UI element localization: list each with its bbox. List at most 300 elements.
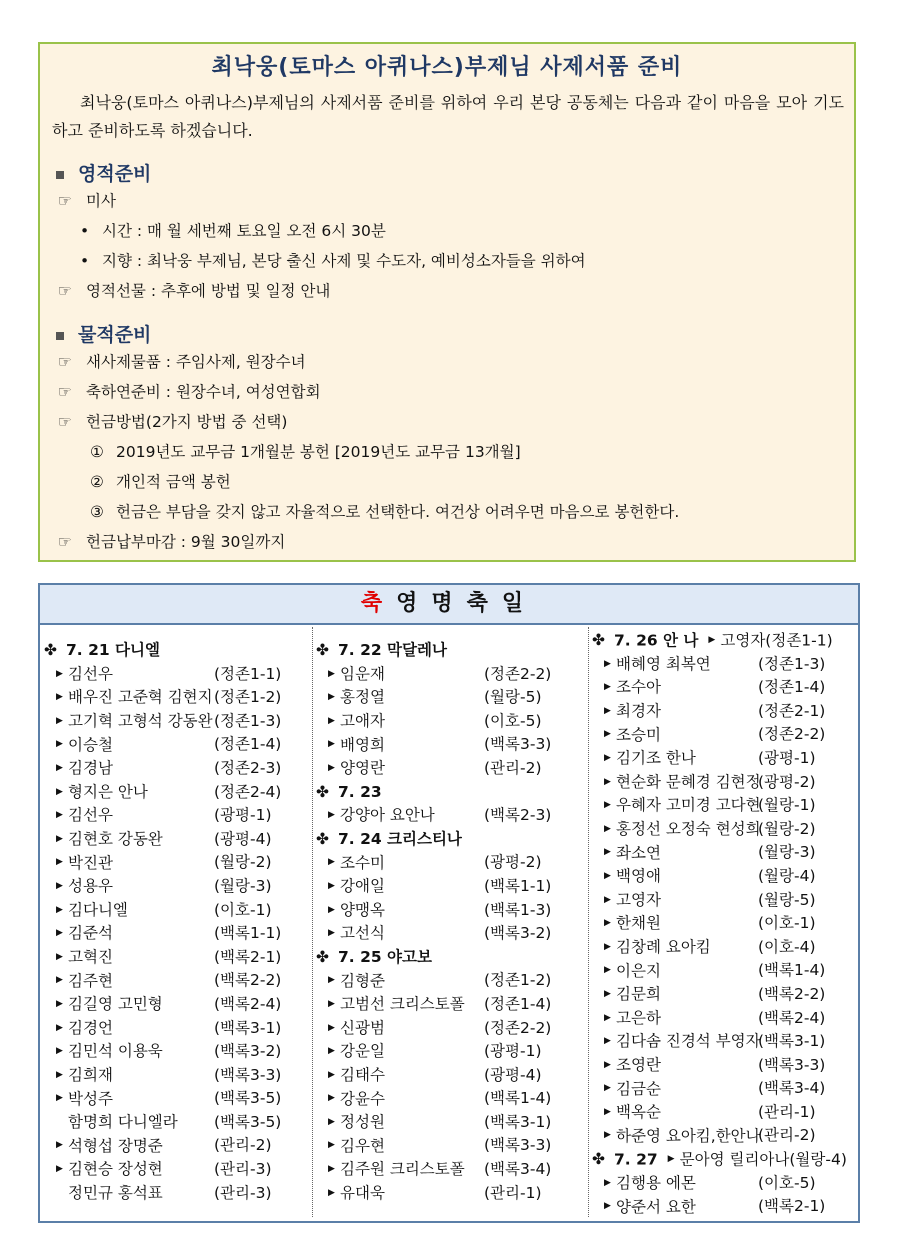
district-code: (이호-1) bbox=[758, 914, 816, 933]
district-code: (관리-2) bbox=[758, 1126, 816, 1145]
feast-date bbox=[316, 639, 590, 663]
person-row bbox=[44, 875, 312, 899]
person-row bbox=[592, 653, 860, 677]
triangle-bullet-icon: ▶ bbox=[667, 1154, 675, 1165]
person-row bbox=[316, 686, 590, 710]
triangle-bullet-icon: ▶ bbox=[56, 904, 63, 915]
person-name: 성용우 bbox=[68, 877, 113, 896]
district-code: (이호-5) bbox=[758, 1173, 816, 1192]
person-row bbox=[44, 1087, 312, 1111]
district-code: (정존1-2) bbox=[484, 971, 552, 990]
person-name: 김다솜 진경석 부영자 bbox=[616, 1032, 761, 1051]
person-row bbox=[592, 889, 860, 913]
person-row bbox=[316, 804, 590, 828]
triangle-bullet-icon: ▶ bbox=[604, 965, 611, 976]
person-row bbox=[592, 841, 860, 865]
triangle-bullet-icon: ▶ bbox=[328, 857, 335, 868]
triangle-bullet-icon: ▶ bbox=[604, 894, 611, 905]
person-name: 조영란 bbox=[616, 1055, 661, 1074]
person-row bbox=[316, 993, 590, 1017]
triangle-bullet-icon: ▶ bbox=[56, 951, 63, 962]
district-code: (백록2-3) bbox=[484, 806, 552, 825]
district-code: (백록3-1) bbox=[758, 1032, 826, 1051]
person-name: 김금순 bbox=[616, 1079, 661, 1098]
square-bullet-icon bbox=[56, 332, 64, 340]
district-code: (월랑-5) bbox=[484, 688, 542, 707]
person-name: 김우현 bbox=[340, 1136, 385, 1155]
triangle-bullet-icon: ▶ bbox=[56, 880, 63, 891]
triangle-bullet-icon: ▶ bbox=[328, 762, 335, 773]
person-name: 좌소연 bbox=[616, 843, 661, 862]
person-row bbox=[592, 1101, 860, 1125]
pointing-hand-icon: ☞ bbox=[58, 383, 72, 401]
person-name: 김형준 bbox=[340, 971, 385, 990]
district-code: (백록3-3) bbox=[214, 1065, 282, 1084]
district-code: (백록2-1) bbox=[758, 1197, 826, 1216]
person-name: 고기혁 고형석 강동완 bbox=[68, 712, 213, 731]
feast-date bbox=[592, 629, 860, 653]
person-name: 김현호 강동완 bbox=[68, 830, 163, 849]
district-code: (정존1-2) bbox=[214, 688, 282, 707]
person-row bbox=[44, 733, 312, 757]
person-row bbox=[44, 1111, 312, 1135]
person-row bbox=[316, 1087, 590, 1111]
option-2: ② 개인적 금액 봉헌 bbox=[90, 467, 854, 497]
person-row bbox=[44, 1017, 312, 1041]
district-code: (광평-2) bbox=[484, 853, 542, 872]
triangle-bullet-icon: ▶ bbox=[56, 739, 63, 750]
person-row bbox=[44, 804, 312, 828]
district-code: (광평-2) bbox=[758, 772, 816, 791]
triangle-bullet-icon: ▶ bbox=[604, 658, 611, 669]
district-code: (정존1-3) bbox=[214, 711, 282, 730]
person-name: 고영자 bbox=[616, 890, 661, 909]
triangle-bullet-icon: ▶ bbox=[604, 705, 611, 716]
person-name: 김준석 bbox=[68, 924, 113, 943]
person-name: 이은지 bbox=[616, 961, 661, 980]
circled-two-icon: ② bbox=[90, 473, 104, 491]
triangle-bullet-icon: ▶ bbox=[604, 1012, 611, 1023]
person-name: 김민석 이용욱 bbox=[68, 1042, 163, 1061]
material-heading: 물적준비 bbox=[56, 320, 854, 347]
triangle-bullet-icon: ▶ bbox=[604, 918, 611, 929]
district-code: (정존1-4) bbox=[484, 994, 552, 1013]
person-name: 홍정선 오정숙 현성희 bbox=[616, 820, 761, 839]
feast-date bbox=[316, 781, 590, 805]
triangle-bullet-icon: ▶ bbox=[328, 1116, 335, 1127]
person-name: 김다니엘 bbox=[68, 900, 128, 919]
person-name: 김태수 bbox=[340, 1065, 385, 1084]
person-row bbox=[316, 969, 590, 993]
person-name: 김문희 bbox=[616, 985, 661, 1004]
district-code: (광평-1) bbox=[758, 748, 816, 767]
feast-title: 축영명축일 bbox=[40, 585, 858, 625]
triangle-bullet-icon: ▶ bbox=[328, 1022, 335, 1033]
district-code: (월랑-2) bbox=[214, 853, 272, 872]
district-code: (백록3-2) bbox=[214, 1042, 282, 1061]
intention-line: • 지향 : 최낙웅 부제님, 본당 출신 사제 및 수도자, 예비성소자들을 위하여 bbox=[80, 246, 854, 276]
district-code: (월랑-2) bbox=[758, 819, 816, 838]
person-row bbox=[592, 818, 860, 842]
circled-one-icon: ① bbox=[90, 443, 104, 461]
person-name: 양준서 요한 bbox=[616, 1197, 696, 1216]
feast-saint: 7. 25 야고보 bbox=[338, 947, 432, 966]
column-1 bbox=[44, 639, 312, 1205]
person-row bbox=[44, 1134, 312, 1158]
person-row bbox=[592, 983, 860, 1007]
triangle-bullet-icon: ▶ bbox=[56, 975, 63, 986]
triangle-bullet-icon: ▶ bbox=[56, 692, 63, 703]
person-row bbox=[592, 1054, 860, 1078]
feast-date bbox=[316, 946, 590, 970]
person-row bbox=[44, 1040, 312, 1064]
triangle-bullet-icon: ▶ bbox=[604, 870, 611, 881]
person-name: 조수미 bbox=[340, 853, 385, 872]
district-code: (월랑-5) bbox=[758, 890, 816, 909]
district-code: (백록3-4) bbox=[484, 1160, 552, 1179]
triangle-bullet-icon: ▶ bbox=[56, 715, 63, 726]
triangle-bullet-icon: ▶ bbox=[604, 988, 611, 999]
triangle-bullet-icon: ▶ bbox=[328, 739, 335, 750]
person-row bbox=[592, 723, 860, 747]
notice-title: 최낙웅(토마스 아퀴나스)부제님 사제서품 준비 bbox=[211, 55, 683, 80]
district-code: (월랑-3) bbox=[758, 843, 816, 862]
triangle-bullet-icon: ▶ bbox=[604, 729, 611, 740]
clover-icon: ✤ bbox=[592, 631, 605, 650]
triangle-bullet-icon: ▶ bbox=[328, 668, 335, 679]
triangle-bullet-icon: ▶ bbox=[328, 810, 335, 821]
clover-icon: ✤ bbox=[316, 782, 329, 801]
feast-saint: 7. 23 bbox=[338, 782, 382, 801]
triangle-bullet-icon: ▶ bbox=[328, 880, 335, 891]
triangle-bullet-icon: ▶ bbox=[56, 1069, 63, 1080]
district-code: (정존1-4) bbox=[214, 735, 282, 754]
district-code: (광평-1) bbox=[214, 806, 272, 825]
person-name: 배혜영 최복연 bbox=[616, 654, 711, 673]
district-code: (정존2-2) bbox=[484, 664, 552, 683]
person-name: 석형섭 장명준 bbox=[68, 1136, 163, 1155]
district-code: (정존2-1) bbox=[758, 701, 826, 720]
banquet-line: ☞ 축하연준비 : 원장수녀, 여성연합회 bbox=[58, 377, 854, 407]
person-row bbox=[592, 936, 860, 960]
person-name: 고범선 크리스토폴 bbox=[340, 995, 465, 1014]
items-line: ☞ 새사제물품 : 주임사제, 원장수녀 bbox=[58, 347, 854, 377]
person-name: 백영애 bbox=[616, 867, 661, 886]
person-row bbox=[316, 1111, 590, 1135]
district-code: (월랑-4) bbox=[758, 866, 816, 885]
triangle-bullet-icon: ▶ bbox=[56, 810, 63, 821]
pointing-hand-icon: ☞ bbox=[58, 353, 72, 371]
triangle-bullet-icon: ▶ bbox=[328, 1069, 335, 1080]
triangle-bullet-icon: ▶ bbox=[604, 823, 611, 834]
person-row bbox=[316, 1134, 590, 1158]
person-row bbox=[44, 899, 312, 923]
district-code: (백록1-1) bbox=[214, 924, 282, 943]
clover-icon: ✤ bbox=[316, 829, 329, 848]
feast-date bbox=[316, 828, 590, 852]
person-row bbox=[44, 1064, 312, 1088]
person-row bbox=[316, 1182, 590, 1206]
triangle-bullet-icon: ▶ bbox=[56, 1093, 63, 1104]
person-row bbox=[44, 663, 312, 687]
triangle-bullet-icon: ▶ bbox=[604, 1083, 611, 1094]
person-row bbox=[592, 1195, 860, 1219]
person-name: 한채원 bbox=[616, 914, 661, 933]
triangle-bullet-icon: ▶ bbox=[328, 1164, 335, 1175]
person-name: 김선우 bbox=[68, 664, 113, 683]
district-code: (관리-1) bbox=[484, 1183, 542, 1202]
person-name: 김기조 한나 bbox=[616, 749, 696, 768]
district-code: (관리-1) bbox=[758, 1102, 816, 1121]
person-row bbox=[316, 1040, 590, 1064]
mass-line: ☞ 미사 bbox=[58, 186, 854, 216]
district-code: (백록3-3) bbox=[484, 735, 552, 754]
district-code: (백록3-1) bbox=[484, 1112, 552, 1131]
person-name: 백옥순 bbox=[616, 1103, 661, 1122]
person-row bbox=[316, 851, 590, 875]
district-code: (월랑-1) bbox=[758, 796, 816, 815]
method-line: ☞ 헌금방법(2가지 방법 중 선택) bbox=[58, 407, 854, 437]
person-name: 김선우 bbox=[68, 806, 113, 825]
person-name: 현순화 문혜경 김현정 bbox=[616, 772, 761, 791]
person-row bbox=[592, 676, 860, 700]
triangle-bullet-icon: ▶ bbox=[56, 857, 63, 868]
person-name: 정성원 bbox=[340, 1113, 385, 1132]
feast-date bbox=[592, 1148, 860, 1172]
person-row bbox=[592, 912, 860, 936]
person-name: 김주현 bbox=[68, 971, 113, 990]
person-name: 최경자 bbox=[616, 702, 661, 721]
person-name: 양영란 bbox=[340, 759, 385, 778]
district-code: (백록1-4) bbox=[758, 961, 826, 980]
person-name: 고애자 bbox=[340, 712, 385, 731]
district-code: (백록3-5) bbox=[214, 1112, 282, 1131]
triangle-bullet-icon: ▶ bbox=[604, 1036, 611, 1047]
district-code: (백록2-4) bbox=[758, 1008, 826, 1027]
district-code: (백록3-5) bbox=[214, 1089, 282, 1108]
bullet-icon: • bbox=[80, 222, 90, 240]
person-name: 고영자(정존1-1) bbox=[720, 631, 833, 650]
district-code: (월랑-3) bbox=[214, 876, 272, 895]
triangle-bullet-icon: ▶ bbox=[328, 692, 335, 703]
time-line: • 시간 : 매 월 세번째 토요일 오전 6시 30분 bbox=[80, 216, 854, 246]
triangle-bullet-icon: ▶ bbox=[56, 1164, 63, 1175]
person-name: 임운재 bbox=[340, 664, 385, 683]
triangle-bullet-icon: ▶ bbox=[604, 847, 611, 858]
triangle-bullet-icon: ▶ bbox=[56, 928, 63, 939]
preparation-notice bbox=[38, 42, 856, 562]
person-name: 김경남 bbox=[68, 759, 113, 778]
person-row bbox=[592, 794, 860, 818]
district-code: (백록2-1) bbox=[214, 947, 282, 966]
person-row bbox=[592, 1007, 860, 1031]
person-row bbox=[316, 1064, 590, 1088]
person-name: 양맹옥 bbox=[340, 900, 385, 919]
triangle-bullet-icon: ▶ bbox=[604, 1059, 611, 1070]
person-row bbox=[316, 875, 590, 899]
person-row bbox=[592, 959, 860, 983]
person-row bbox=[316, 710, 590, 734]
person-row bbox=[44, 851, 312, 875]
person-row bbox=[316, 1017, 590, 1041]
person-name: 형지은 안나 bbox=[68, 782, 148, 801]
district-code: (관리-2) bbox=[484, 758, 542, 777]
district-code: (관리-3) bbox=[214, 1183, 272, 1202]
bullet-icon: • bbox=[80, 252, 90, 270]
district-code: (이호-5) bbox=[484, 711, 542, 730]
triangle-bullet-icon: ▶ bbox=[604, 1106, 611, 1117]
triangle-bullet-icon: ▶ bbox=[328, 904, 335, 915]
triangle-bullet-icon: ▶ bbox=[328, 975, 335, 986]
person-name: 박진관 bbox=[68, 853, 113, 872]
district-code: (백록1-1) bbox=[484, 876, 552, 895]
person-name: 정민규 홍석표 bbox=[68, 1183, 163, 1202]
person-row bbox=[592, 700, 860, 724]
district-code: (광평-1) bbox=[484, 1042, 542, 1061]
person-row bbox=[44, 1182, 312, 1206]
clover-icon: ✤ bbox=[316, 947, 329, 966]
person-row bbox=[44, 828, 312, 852]
feast-saint: 7. 24 크리스티나 bbox=[338, 829, 462, 848]
person-row bbox=[44, 710, 312, 734]
district-code: (백록3-3) bbox=[758, 1055, 826, 1074]
person-name: 김현승 장성현 bbox=[68, 1160, 163, 1179]
person-name: 박성주 bbox=[68, 1089, 113, 1108]
district-code: (백록2-2) bbox=[758, 984, 826, 1003]
feast-saint: 7. 26 안 나 bbox=[614, 631, 699, 650]
option-1: ① 2019년도 교무금 1개월분 봉헌 [2019년도 교무금 13개월] bbox=[90, 437, 854, 467]
triangle-bullet-icon: ▶ bbox=[604, 941, 611, 952]
clover-icon: ✤ bbox=[44, 641, 57, 659]
district-code: (관리-2) bbox=[214, 1136, 272, 1155]
person-row bbox=[592, 1124, 860, 1148]
person-name: 유대욱 bbox=[340, 1183, 385, 1202]
person-name: 우혜자 고미경 고다현 bbox=[616, 796, 761, 815]
clover-icon: ✤ bbox=[316, 641, 329, 659]
triangle-bullet-icon: ▶ bbox=[708, 635, 716, 645]
person-name: 고혁진 bbox=[68, 948, 113, 967]
person-row bbox=[592, 865, 860, 889]
person-row bbox=[316, 899, 590, 923]
person-row bbox=[44, 946, 312, 970]
person-name: 강윤수 bbox=[340, 1089, 385, 1108]
person-name: 홍정열 bbox=[340, 688, 385, 707]
person-row bbox=[316, 757, 590, 781]
district-code: (정존1-1) bbox=[214, 664, 282, 683]
feast-saint: 7. 22 막달레나 bbox=[338, 641, 447, 659]
triangle-bullet-icon: ▶ bbox=[328, 715, 335, 726]
person-row bbox=[44, 1158, 312, 1182]
person-name: 김희재 bbox=[68, 1065, 113, 1084]
column-divider bbox=[312, 627, 313, 1217]
triangle-bullet-icon: ▶ bbox=[604, 776, 611, 787]
feast-day-list bbox=[38, 583, 860, 1223]
person-name: 조수아 bbox=[616, 678, 661, 697]
triangle-bullet-icon: ▶ bbox=[56, 1140, 63, 1151]
circled-three-icon: ③ bbox=[90, 503, 104, 521]
district-code: (이호-4) bbox=[758, 937, 816, 956]
triangle-bullet-icon: ▶ bbox=[604, 1201, 611, 1212]
pointing-hand-icon: ☞ bbox=[58, 192, 72, 210]
person-name: 하준영 요아킴,한안나 bbox=[616, 1126, 761, 1145]
district-code: (정존2-3) bbox=[214, 758, 282, 777]
person-row bbox=[592, 1030, 860, 1054]
person-row bbox=[44, 993, 312, 1017]
district-code: (정존2-2) bbox=[758, 725, 826, 744]
district-code: (백록2-4) bbox=[214, 994, 282, 1013]
person-row bbox=[316, 922, 590, 946]
district-code: (관리-3) bbox=[214, 1160, 272, 1179]
pointing-hand-icon: ☞ bbox=[58, 533, 72, 551]
triangle-bullet-icon: ▶ bbox=[328, 928, 335, 939]
person-row bbox=[316, 733, 590, 757]
person-name: 신광범 bbox=[340, 1018, 385, 1037]
triangle-bullet-icon: ▶ bbox=[604, 752, 611, 763]
person-name: 배영희 bbox=[340, 735, 385, 754]
person-name: 강운일 bbox=[340, 1042, 385, 1061]
district-code: (정존2-2) bbox=[484, 1018, 552, 1037]
gift-line: ☞ 영적선물 : 추후에 방법 및 일정 안내 bbox=[58, 276, 854, 306]
triangle-bullet-icon: ▶ bbox=[328, 998, 335, 1009]
person-name: 조승미 bbox=[616, 725, 661, 744]
triangle-bullet-icon: ▶ bbox=[328, 1187, 335, 1198]
triangle-bullet-icon: ▶ bbox=[604, 1130, 611, 1141]
pointing-hand-icon: ☞ bbox=[58, 282, 72, 300]
person-row bbox=[44, 781, 312, 805]
feast-saint: 7. 21 다니엘 bbox=[66, 641, 160, 659]
triangle-bullet-icon: ▶ bbox=[328, 1046, 335, 1057]
district-code: (백록3-3) bbox=[484, 1136, 552, 1155]
triangle-bullet-icon: ▶ bbox=[56, 998, 63, 1009]
person-name: 김경언 bbox=[68, 1018, 113, 1037]
triangle-bullet-icon: ▶ bbox=[56, 786, 63, 797]
district-code: (광평-4) bbox=[214, 829, 272, 848]
person-name: 고은하 bbox=[616, 1008, 661, 1027]
triangle-bullet-icon: ▶ bbox=[328, 1093, 335, 1104]
square-bullet-icon bbox=[56, 171, 64, 179]
person-row bbox=[44, 969, 312, 993]
district-code: (백록3-2) bbox=[484, 924, 552, 943]
person-name: 김주원 크리스토폴 bbox=[340, 1160, 465, 1179]
person-name: 문아영 릴리아나(월랑-4) bbox=[679, 1150, 847, 1169]
person-name: 강애일 bbox=[340, 877, 385, 896]
option-3: ③ 헌금은 부담을 갖지 않고 자율적으로 선택한다. 여건상 어려우면 마음으로 봉헌한다. bbox=[90, 497, 854, 527]
person-name: 고선식 bbox=[340, 924, 385, 943]
triangle-bullet-icon: ▶ bbox=[604, 1177, 611, 1188]
person-name: 이승철 bbox=[68, 735, 113, 754]
feast-date bbox=[44, 639, 312, 663]
person-row bbox=[316, 663, 590, 687]
person-name: 김창례 요아킴 bbox=[616, 938, 711, 957]
deadline-line: ☞ 헌금납부마감 : 9월 30일까지 bbox=[58, 527, 854, 557]
district-code: (백록1-4) bbox=[484, 1089, 552, 1108]
district-code: (백록3-4) bbox=[758, 1079, 826, 1098]
district-code: (이호-1) bbox=[214, 900, 272, 919]
person-name: 강양아 요안나 bbox=[340, 806, 435, 825]
clover-icon: ✤ bbox=[592, 1150, 605, 1169]
district-code: (백록1-3) bbox=[484, 900, 552, 919]
person-row bbox=[592, 771, 860, 795]
person-row bbox=[592, 1077, 860, 1101]
triangle-bullet-icon: ▶ bbox=[56, 1046, 63, 1057]
person-name: 김행용 에몬 bbox=[616, 1173, 696, 1192]
district-code: (백록2-2) bbox=[214, 971, 282, 990]
person-name: 함명희 다니엘라 bbox=[68, 1112, 178, 1131]
person-row bbox=[44, 922, 312, 946]
pointing-hand-icon: ☞ bbox=[58, 413, 72, 431]
person-name: 김길영 고민형 bbox=[68, 995, 163, 1014]
column-3 bbox=[592, 629, 860, 1219]
